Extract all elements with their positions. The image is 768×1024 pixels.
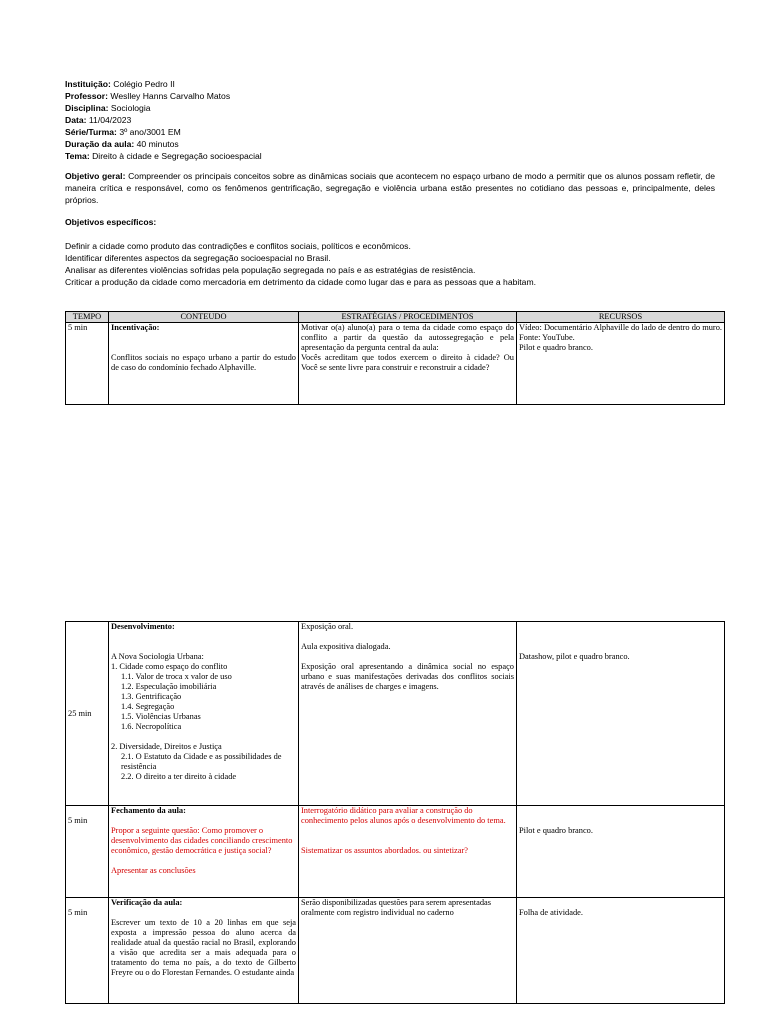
objetivos-especificos-list bbox=[65, 240, 715, 288]
recursos-pilot: Pilot e quadro branco. bbox=[519, 343, 593, 352]
tema-line: Tema: Direito à cidade e Segregação socioespacial bbox=[65, 151, 262, 161]
professor-line: Professor: Weslley Hanns Carvalho Matos bbox=[65, 91, 231, 101]
objetivos-especificos-title: Objetivos específicos: bbox=[65, 217, 157, 227]
list-item: 2. Diversidade, Direitos e Justiça bbox=[111, 742, 222, 751]
list-item: 1.6. Necropolítica bbox=[121, 722, 182, 731]
header-estrategias: ESTRATÉGIAS / PROCEDIMENTOS bbox=[299, 312, 517, 323]
cell-conteudo bbox=[109, 898, 299, 1004]
list-item: 1.5. Violências Urbanas bbox=[121, 712, 201, 721]
list-item: 2.2. O direito a ter direito à cidade bbox=[121, 772, 237, 781]
list-item: 1.4. Segregação bbox=[121, 702, 175, 711]
lesson-table-part1 bbox=[65, 311, 725, 405]
instituicao-line: Instituição: Colégio Pedro II bbox=[65, 79, 175, 89]
cell-tempo: 5 min bbox=[66, 323, 109, 405]
cell-conteudo bbox=[109, 622, 299, 806]
cell-estrategias bbox=[299, 622, 517, 806]
cell-recursos bbox=[517, 622, 725, 806]
list-item: 1.2. Especulação imobiliária bbox=[121, 682, 217, 691]
objetivo-geral: Objetivo geral: Compreender os principais conceitos sobre as dinâmicas sociais que acontecem no espaço urbano de modo a permitir que os alunos possam refletir, de maneira crítica e responsável, como os fenômenos gentrificação, segregação e violência urbana estão presentes no cotidiano das pessoas e, principalmente, deles próprios. bbox=[65, 171, 715, 205]
fechamento-conclusoes: Apresentar as conclusões bbox=[111, 866, 196, 875]
cell-estrategias bbox=[299, 898, 517, 1004]
cell-tempo: 5 min bbox=[66, 898, 109, 1004]
pergunta-central: Vocês acreditam que todos exercem o direito à cidade? Ou Você se sente livre para construir e reconstruir a cidade? bbox=[301, 353, 514, 372]
fechamento-text: Propor a seguinte questão: Como promover o desenvolvimento das cidades conciliando crescimento econômico, gestão democrática e justiça social? bbox=[111, 826, 293, 855]
incentivacao-text: Conflitos sociais no espaço urbano a partir do estudo de caso do condomínio fechado Alphaville. bbox=[111, 353, 296, 372]
cell-estrategias bbox=[299, 323, 517, 405]
list-item: Definir a cidade como produto das contradições e conflitos sociais, políticos e econômicos. bbox=[65, 241, 411, 251]
header-conteudo: CONTEUDO bbox=[109, 312, 299, 323]
list-item: Criticar a produção da cidade como mercadoria em detrimento da cidade como lugar das e para as pessoas que a habitam. bbox=[65, 277, 537, 287]
recursos-text: Datashow, pilot e quadro branco. bbox=[519, 652, 630, 661]
estrategia-item: Interrogatório didático para avaliar a construção do conhecimento pelos alunos após o desenvolvimento do tema. bbox=[301, 806, 506, 825]
lesson-plan-header bbox=[65, 78, 715, 288]
list-item: 1. Cidade como espaço do conflito bbox=[111, 662, 228, 671]
header-tempo: TEMPO bbox=[66, 312, 109, 323]
recursos-video: Vídeo: Documentário Alphaville do lado de dentro do muro. Fonte: YouTube. bbox=[519, 323, 722, 342]
estrategia-item: Serão disponibilizadas questões para serem apresentadas oralmente com registro individual no caderno bbox=[301, 898, 491, 917]
serie-line: Série/Turma: 3º ano/3001 EM bbox=[65, 127, 181, 137]
recursos-text: Folha de atividade. bbox=[519, 908, 583, 917]
cell-recursos bbox=[517, 806, 725, 898]
table-row bbox=[66, 323, 725, 405]
list-item: Identificar diferentes aspectos da segregação socioespacial no Brasil. bbox=[65, 253, 331, 263]
cell-recursos bbox=[517, 898, 725, 1004]
cell-tempo: 25 min bbox=[66, 622, 109, 806]
incentivacao-title: Incentivação: bbox=[111, 323, 160, 332]
table-row bbox=[66, 806, 725, 898]
estrategia-item: Exposição oral. bbox=[301, 622, 354, 631]
estrategia-item: Sistematizar os assuntos abordados. ou sintetizar? bbox=[301, 846, 468, 855]
data-line: Data: 11/04/2023 bbox=[65, 115, 132, 125]
cell-recursos bbox=[517, 323, 725, 405]
header-recursos: RECURSOS bbox=[517, 312, 725, 323]
duracao-line: Duração da aula: 40 minutos bbox=[65, 139, 179, 149]
desenvolvimento-intro: A Nova Sociologia Urbana: bbox=[111, 652, 204, 661]
estrategia-item: Exposição oral apresentando a dinâmica social no espaço urbano e suas manifestações derivadas dos conflitos sociais através de análises de charges e imagens. bbox=[301, 662, 514, 691]
verificacao-title: Verificação da aula: bbox=[111, 898, 183, 907]
cell-conteudo bbox=[109, 806, 299, 898]
list-item: 2.1. O Estatuto da Cidade e as possibilidades de resistência bbox=[121, 752, 282, 771]
cell-conteudo bbox=[109, 323, 299, 405]
table-row bbox=[66, 898, 725, 1004]
list-item: 1.1. Valor de troca x valor de uso bbox=[121, 672, 232, 681]
lesson-table-part2 bbox=[65, 621, 725, 1004]
table-row bbox=[66, 622, 725, 806]
estrategias-text: Motivar o(a) aluno(a) para o tema da cidade como espaço do conflito a partir da questão da autossegregação e pela apresentação da pergunta central da aula: bbox=[301, 323, 514, 352]
cell-estrategias bbox=[299, 806, 517, 898]
fechamento-title: Fechamento da aula: bbox=[111, 806, 186, 815]
list-item: 1.3. Gentrificação bbox=[121, 692, 182, 701]
recursos-text: Pilot e quadro branco. bbox=[519, 826, 593, 835]
disciplina-line: Disciplina: Sociologia bbox=[65, 103, 151, 113]
desenvolvimento-title: Desenvolvimento: bbox=[111, 622, 175, 631]
estrategia-item: Aula expositiva dialogada. bbox=[301, 642, 391, 651]
verificacao-text: Escrever um texto de 10 a 20 linhas em que seja exposta a impressão pessoa do aluno acerca da realidade atual da questão racial no Brasil, explorando a visão que acredita ser a mais adequada para o tratamento do tema no país, a do texto de Gilberto Freyre ou o do Florestan Fernandes. O estudante ainda bbox=[111, 918, 296, 977]
list-item: Analisar as diferentes violências sofridas pela população segregada no país e as estratégias de resistência. bbox=[65, 265, 476, 275]
cell-tempo: 5 min bbox=[66, 806, 109, 898]
